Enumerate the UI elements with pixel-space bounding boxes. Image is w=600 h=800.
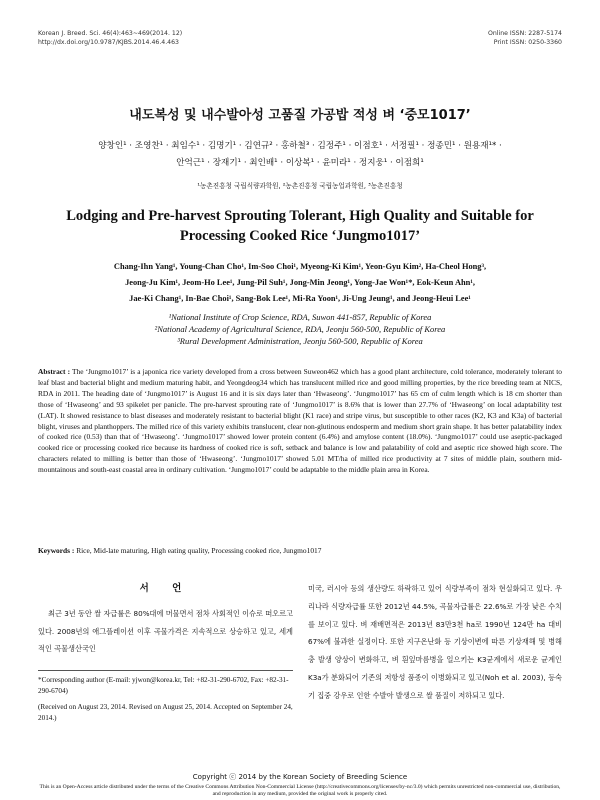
keywords-label: Keywords : xyxy=(38,546,75,555)
affiliation-3: ³Rural Development Administration, Jeonju 560-500, Republic of Korea xyxy=(177,336,423,346)
doi-link[interactable]: http://dx.doi.org/10.9787/KJBS.2014.46.4.463 xyxy=(38,39,179,46)
corresponding-author-note: *Corresponding author (E-mail: yjwon@korea.kr, Tel: +82-31-290-6702, Fax: +82-31-290-6704) xyxy=(38,676,289,695)
abstract xyxy=(38,367,562,476)
footnote xyxy=(38,675,296,723)
running-header-left xyxy=(38,29,182,47)
received-dates-note: (Received on August 23, 2014. Revised on August 25, 2014. Accepted on September 24, 2014.) xyxy=(38,703,293,722)
online-issn: Online ISSN: 2287-5174 xyxy=(487,30,562,37)
footnote-divider xyxy=(38,670,293,671)
license-notice: This is an Open-Access article distributed under the terms of the Creative Commons Attribution Non-Commercial License (http://creativecommons.org/licenses/by-nc/3.0) which permits unrestricted non-commercial use, distribution, and reproduction in any medium, provided the original work is properly cited. xyxy=(39,784,561,797)
print-issn: Print ISSN: 0250-3360 xyxy=(493,39,562,46)
abstract-text: The ‘Jungmo1017’ is a japonica rice variety developed from a cross between Suweon462 which has a good plant architecture, cold tolerance, moderately tolerant to leaf blast and bacterial blight and medium maturing habit, and Yeongdeog34 which has translucent milled rice and good milling properties, by the rice breeding team at NICS, RDA in 2011. The heading date of ‘Jungmo1017’ is August 16 and it is six days later than ‘Hwaseong’. ‘Jungmo1017’ has 65 cm of culm length which is 18 cm shorter than those of ‘Hwaseong’ and 93 spikelet per panicle. The pre-harvest sprouting rate of ‘Jungmo1017’ is 8.6% that is lower than 27.7% of ‘Hwaseong’ on local adaptability test (LAT). It showed resistance to blast diseases and moderately resistant to bacterial blight (K1 race) and stripe virus, but susceptible to other races (K2, K3 and K3a) of bacterial blight, viruses and planthoppers. The milled rice of this variety exhibits translucent, clear non-glutinous endosperm and medium short grain shape. It has better palatability index of cooked rice (0.53) than that of ‘Hwaseong’. ‘Jungmo1017’ showed lower protein content (6.4%) and amylose content (18.0%). ‘Jungmo1017’ could use aseptic-packaged cooked rice or processing cooked rice because its hardness of cooked rice is soft, setback and balance is low and palatability of cold and aseptic rice showed high score. The characters related to milling is better than those of ‘Hwaseong’. ‘Jungmo1017’ showed 5.01 MT/ha of milled rice productivity at 7 sites of middle plain, southern mid-mountainous and south-east coastal area in ordinary cultivation. ‘Jungmo1017’ could be adaptable to the middle plain area in Korea. xyxy=(38,367,563,475)
journal-citation: Korean J. Breed. Sci. 46(4):463~469(2014. 12) xyxy=(38,30,183,37)
keywords-text: Rice, Mid-late maturing, High eating quality, Processing cooked rice, Jungmo1017 xyxy=(76,546,322,555)
abstract-label: Abstract : xyxy=(38,367,71,376)
korean-title: 내도복성 및 내수발아성 고품질 가공밥 적성 벼 ‘중모1017’ xyxy=(129,108,471,123)
english-title: Lodging and Pre-harvest Sprouting Tolerant, High Quality and Suitable for Processing Cooked Rice ‘Jungmo1017’ xyxy=(66,208,534,244)
english-authors-line-3: Jae-Ki Chang¹, In-Bae Choi¹, Sang-Bok Lee¹, Mi-Ra Yoon¹, Ji-Ung Jeung¹, and Jeong-Heui Lee¹ xyxy=(129,294,471,303)
affiliation-2: ²National Academy of Agricultural Science, RDA, Jeonju 560-500, Republic of Korea xyxy=(154,324,446,334)
running-header-right xyxy=(488,29,562,47)
korean-affiliations: ¹농촌진흥청 국립식량과학원, ²농촌진흥청 국립농업과학원, ³농촌진흥청 xyxy=(197,182,403,190)
english-authors-line-2: Jeong-Ju Kim¹, Jeom-Ho Lee¹, Jung-Pil Suh¹, Jong-Min Jeong¹, Yong-Jae Won¹*, Eok-Keun Ahn¹, xyxy=(125,278,475,287)
introduction-left-column: 최근 3년 동안 쌀 자급률은 80%대에 머물면서 점차 사회적인 이슈로 떠오르고 있다. 2008년의 애그플레이션 이후 곡물가격은 지속적으로 상승하고 있고, 세계적인 곡물생산국인 xyxy=(38,609,293,653)
english-authors xyxy=(40,259,560,307)
korean-authors xyxy=(40,138,560,172)
english-authors-line-1: Chang-Ihn Yang¹, Young-Chan Cho¹, Im-Soo Choi¹, Myeong-Ki Kim¹, Yeon-Gyu Kim², Ha-Cheol Hong³, xyxy=(113,262,487,271)
korean-authors-line-2: 안억근¹ · 장재기¹ · 최인배¹ · 이상복¹ · 윤미라¹ · 정지웅¹ · 이점희¹ xyxy=(176,158,424,168)
korean-authors-line-1: 양창인¹ · 조영찬¹ · 최임수¹ · 김명기¹ · 김연규² · 홍하철³ · 김정주¹ · 이점호¹ · 서정필¹ · 정종민¹ · 원용재¹* · xyxy=(98,141,502,151)
affiliation-1: ¹National Institute of Crop Science, RDA, Suwon 441-857, Republic of Korea xyxy=(168,312,432,322)
keywords xyxy=(38,546,562,555)
introduction-right-column: 미국, 러시아 등의 생산량도 하락하고 있어 식량부족이 점차 현실화되고 있다. 우리나라 식량자급률 또한 2012년 44.5%, 곡물자급률은 22.6%로 가장 낮은 수치를 보이고 있다. 벼 재배면적은 2013년 83만3천 ha로 1990년 124만 ha 대비 67%에 불과한 실정이다. 또한 지구온난화 등 기상이변에 따른 기상재해 및 병해충 발생 양상이 변화하고, 벼 흰잎마름병을 일으키는 K3균계에서 새로운 균계인 K3a가 분화되어 기존의 저항성 품종이 이병화되고 있고(Noh et al. 2003), 등숙기 집중 강우로 인한 수발아 발생으로 쌀 품질이 저하되고 있다. xyxy=(308,584,562,700)
section-heading-introduction: 서 언 xyxy=(139,583,192,594)
copyright-notice: Copyright ⓒ 2014 by the Korean Society of Breeding Science xyxy=(192,773,408,781)
english-affiliations xyxy=(40,311,560,347)
